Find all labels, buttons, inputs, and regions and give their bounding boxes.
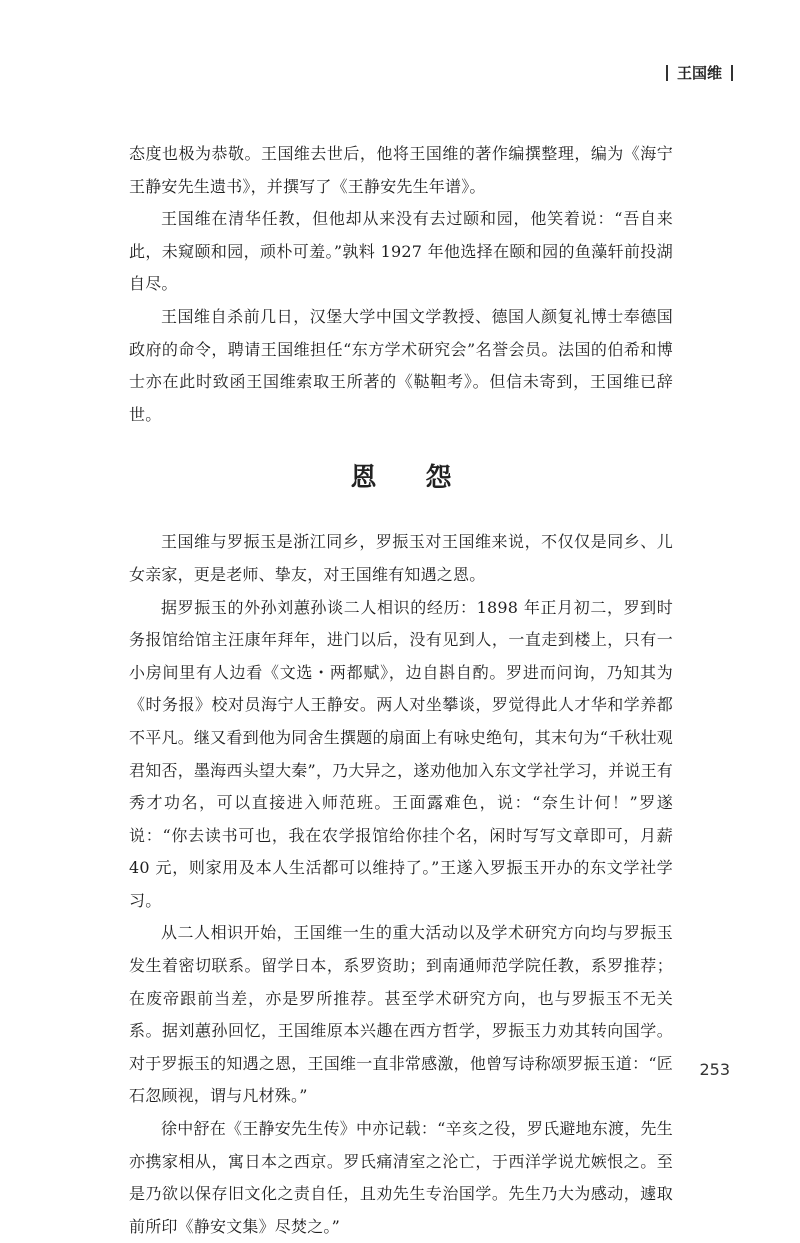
- header-divider-left: [666, 65, 668, 81]
- page-number: 253: [699, 1060, 730, 1079]
- paragraph: 从二人相识开始，王国维一生的重大活动以及学术研究方向均与罗振玉发生着密切联系。留学日本，系罗资助；到南通师范学院任教，系罗推荐；在废帝跟前当差，亦是罗所推荐。甚至学术研究方向，也与罗振玉不无关系。据刘蕙孙回忆，王国维原本兴趣在西方哲学，罗振玉力劝其转向国学。对于罗振玉的知遇之恩，王国维一直非常感激，他曾写诗称颂罗振玉道：“匠石忽顾视，谓与凡材殊。”: [129, 923, 673, 1106]
- header-divider-right: [731, 65, 733, 81]
- paragraph: 徐中舒在《王静安先生传》中亦记载：“辛亥之役，罗氏避地东渡，先生亦携家相从，寓日本之西京。罗氏痛清室之沦亡，于西洋学说尤嫉恨之。至是乃欲以保存旧文化之责自任，且劝先生专治国学。先生乃大为感动，遽取前所印《静安文集》尽焚之。”: [129, 1119, 673, 1236]
- paragraph: 王国维自杀前几日，汉堡大学中国文学教授、德国人颜复礼博士奉德国政府的命令，聘请王国维担任“东方学术研究会”名誉会员。法国的伯希和博士亦在此时致函王国维索取王所著的《鞑靼考》。但信未寄到，王国维已辞世。: [129, 306, 673, 424]
- section-title: 恩 怨: [350, 463, 472, 494]
- page-body: [129, 138, 673, 1243]
- paragraph: 态度也极为恭敬。王国维去世后，他将王国维的著作编撰整理，编为《海宁王静安先生遗书》，并撰写了《王静安先生年谱》。: [129, 144, 673, 196]
- paragraph: 据罗振玉的外孙刘蕙孙谈二人相识的经历：1898 年正月初二，罗到时务报馆给馆主汪康年拜年，进门以后，没有见到人，一直走到楼上，只有一小房间里有人边看《文选・两都赋》，边自斟自酌。罗进而问询，乃知其为《时务报》校对员海宁人王静安。两人对坐攀谈，罗觉得此人才华和学养都不平凡。继又看到他为同舍生撰题的扇面上有咏史绝句，其末句为“千秋壮观君知否，墨海西头望大秦”，乃大异之，遂劝他加入东文学社学习，并说王有秀才功名，可以直接进入师范班。王面露难色，说：“奈生计何！”罗遂说：“你去读书可也，我在农学报馆给你挂个名，闲时写写文章即可，月薪 40 元，则家用及本人生活都可以维持了。”王遂入罗振玉开办的东文学社学习。: [129, 597, 673, 910]
- paragraph: 王国维在清华任教，但他却从来没有去过颐和园，他笑着说：“吾自来此，未窥颐和园，顽朴可羞。”孰料 1927 年他选择在颐和园的鱼藻轩前投湖自尽。: [129, 209, 673, 294]
- running-header: [657, 62, 742, 83]
- paragraph: 王国维与罗振玉是浙江同乡，罗振玉对王国维来说，不仅仅是同乡、儿女亲家，更是老师、挚友，对王国维有知遇之恩。: [129, 532, 673, 584]
- running-title: 王国维: [676, 64, 722, 82]
